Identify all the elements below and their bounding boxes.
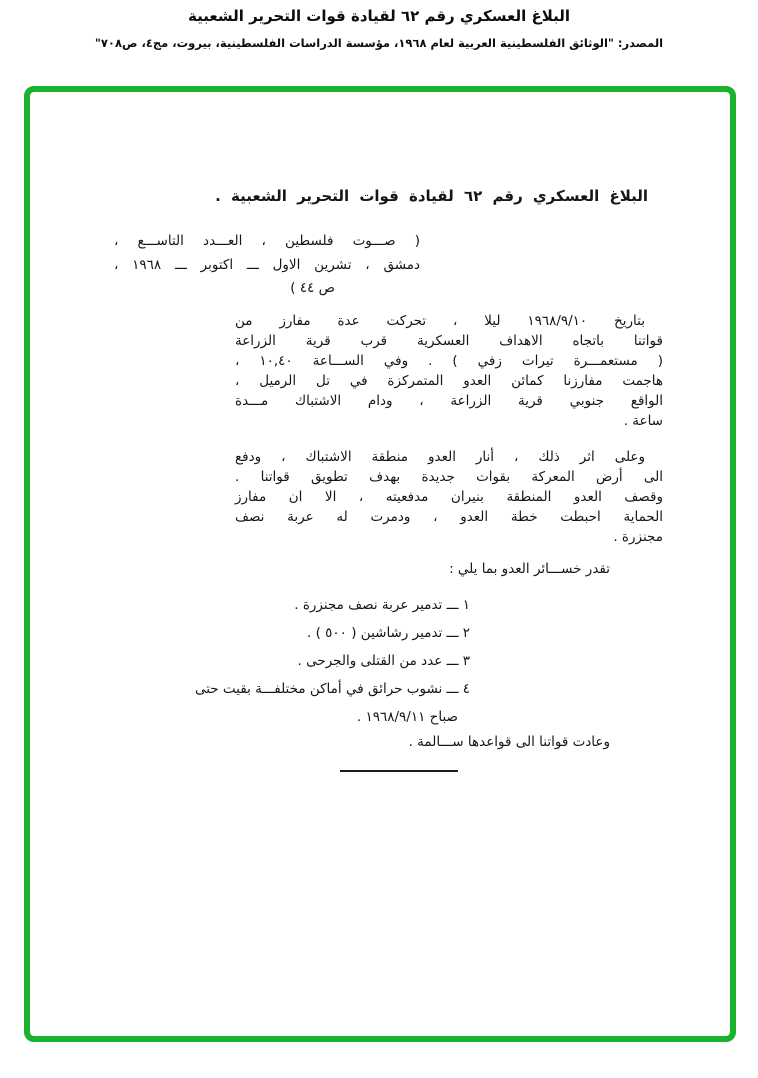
loss-item-4: ٤ ـــ نشوب حرائق في أماكن مختلفـــة بقيت حتى: [194, 681, 470, 697]
paragraph-1: [235, 311, 663, 431]
body-line: ( مستعمـــرة تيرات زفي ) . وفي الســـاعة ١٠,٤٠ ،: [235, 353, 663, 369]
body-line: مجنزرة .: [613, 529, 663, 545]
body-line: الحماية احبطت خطة العدو ، ودمرت له عربة نصف: [235, 509, 663, 525]
body-line: ساعة .: [623, 413, 663, 429]
loss-item-3: ٣ ـــ عدد من القتلى والجرحى .: [297, 653, 470, 669]
publication-info-line: دمشق ، تشرين الاول ـــ اكتوبر ـــ ١٩٦٨ ،: [114, 256, 420, 273]
publication-info: [114, 230, 420, 301]
body-line: الى أرض المعركة بقوات جديدة بهدف تطويق قواتنا .: [235, 469, 663, 485]
signature-rule: [340, 770, 458, 772]
publication-info-line: ( صـــوت فلسطين ، العـــدد التاســـع ،: [114, 233, 420, 249]
page-header-source: المصدر: "الوثائق الفلسطينية العربية لعام ١٩٦٨، مؤسسة الدراسات الفلسطينية، بيروت، مج٤، ص٧٠٨": [94, 36, 664, 50]
publication-info-line: ص ٤٤ ): [290, 280, 335, 296]
closing-line: وعادت قواتنا الى قواعدها ســـالمة .: [408, 734, 610, 750]
body-line: هاجمت مفارزنا كمائن العدو المتمركزة في تل الرميل ،: [235, 373, 663, 389]
paragraph-2: [235, 447, 663, 547]
page-header-title: البلاغ العسكري رقم ٦٢ لقيادة قوات التحرير الشعبية: [188, 7, 570, 25]
loss-item-2: ٢ ـــ تدمير رشاشين ( ٥٠٠ ) .: [307, 625, 470, 641]
loss-item-1: ١ ـــ تدمير عربة نصف مجنزرة .: [294, 597, 470, 613]
document-title: البلاغ العسكري رقم ٦٢ لقيادة قوات التحرير الشعبية .: [215, 187, 648, 205]
loss-item-4-continuation: صباح ١٩٦٨/٩/١١ .: [356, 709, 458, 725]
losses-intro: تقدر خســـائر العدو بما يلي :: [449, 561, 610, 577]
body-line: وعلى اثر ذلك ، أنار العدو منطقة الاشتباك ، ودفع: [235, 449, 645, 465]
body-line: بتاريخ ١٩٦٨/٩/١٠ ليلا ، تحركت عدة مفارز من: [235, 313, 645, 329]
body-line: وقصف العدو المنطقة بنيران مدفعيته ، الا ان مفارز: [235, 489, 663, 505]
body-line: قواتنا باتجاه الاهداف العسكرية قرب قرية الزراعة: [235, 333, 663, 349]
body-line: الواقع جنوبي قرية الزراعة ، ودام الاشتباك مـــدة: [235, 393, 663, 409]
